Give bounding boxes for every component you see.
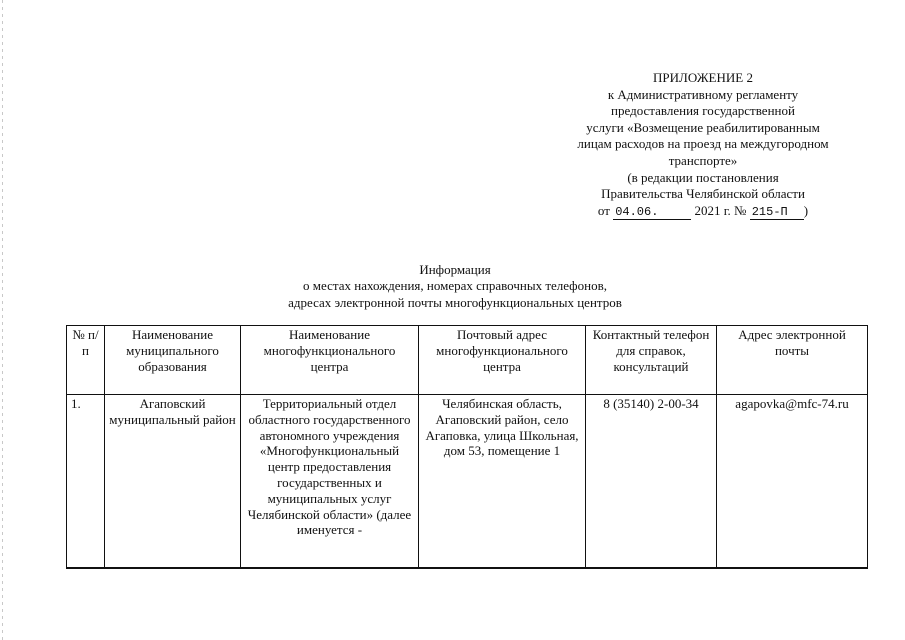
header-municipality: Наименование муниципального образования [105,326,241,395]
scan-edge [2,0,3,640]
header-center: Наименование многофункционального центра [241,326,419,395]
appendix-line: к Административному регламенту [607,86,799,102]
table-row [67,395,868,569]
row-municipality: Агаповский муниципальный район [105,395,241,569]
row-email: agapovka@mfc-74.ru [717,395,868,569]
title-subline: о местах нахождения, номерах справочных телефонов, [303,278,607,294]
title-subline: адресах электронной почты многофункциональных центров [288,294,622,310]
row-center: Территориальный отдел областного государственного автономного учреждения «Многофункциональный центр предоставления государственных и муниципальных услуг Челябинской области» (далее именуется - [241,395,419,569]
row-address: Челябинская область, Агаповский район, село Агаповка, улица Школьная, дом 53, помещение 1 [419,395,586,569]
row-phone: 8 (35140) 2-00-34 [586,395,717,569]
mfc-info-table [66,325,868,569]
document-title [200,262,710,311]
header-email: Адрес электронной почты [717,326,868,395]
date-value: 04.06. [613,206,691,220]
appendix-line: предоставления государственной [611,103,795,119]
row-num: 1. [67,395,105,569]
appendix-heading: ПРИЛОЖЕНИЕ 2 [653,70,753,85]
year-text: 2021 г. № [694,202,747,218]
resolution-number: 215-П [750,206,804,220]
title-main: Информация [419,262,491,277]
header-phone: Контактный телефон для справок, консультаций [586,326,717,395]
closing-paren: ) [803,202,809,218]
date-prefix: от [597,202,610,218]
table-header-row [67,326,868,395]
appendix-line: (в редакции постановления [627,169,779,185]
appendix-line: услуги «Возмещение реабилитированным [586,119,820,135]
appendix-date-line [548,203,858,220]
appendix-line: транспорте» [668,152,738,168]
appendix-header [548,70,858,220]
appendix-line: лицам расходов на проезд на междугородном [577,136,829,152]
header-num: № п/п [67,326,105,395]
appendix-line: Правительства Челябинской области [601,186,805,202]
header-address: Почтовый адрес многофункционального центра [419,326,586,395]
